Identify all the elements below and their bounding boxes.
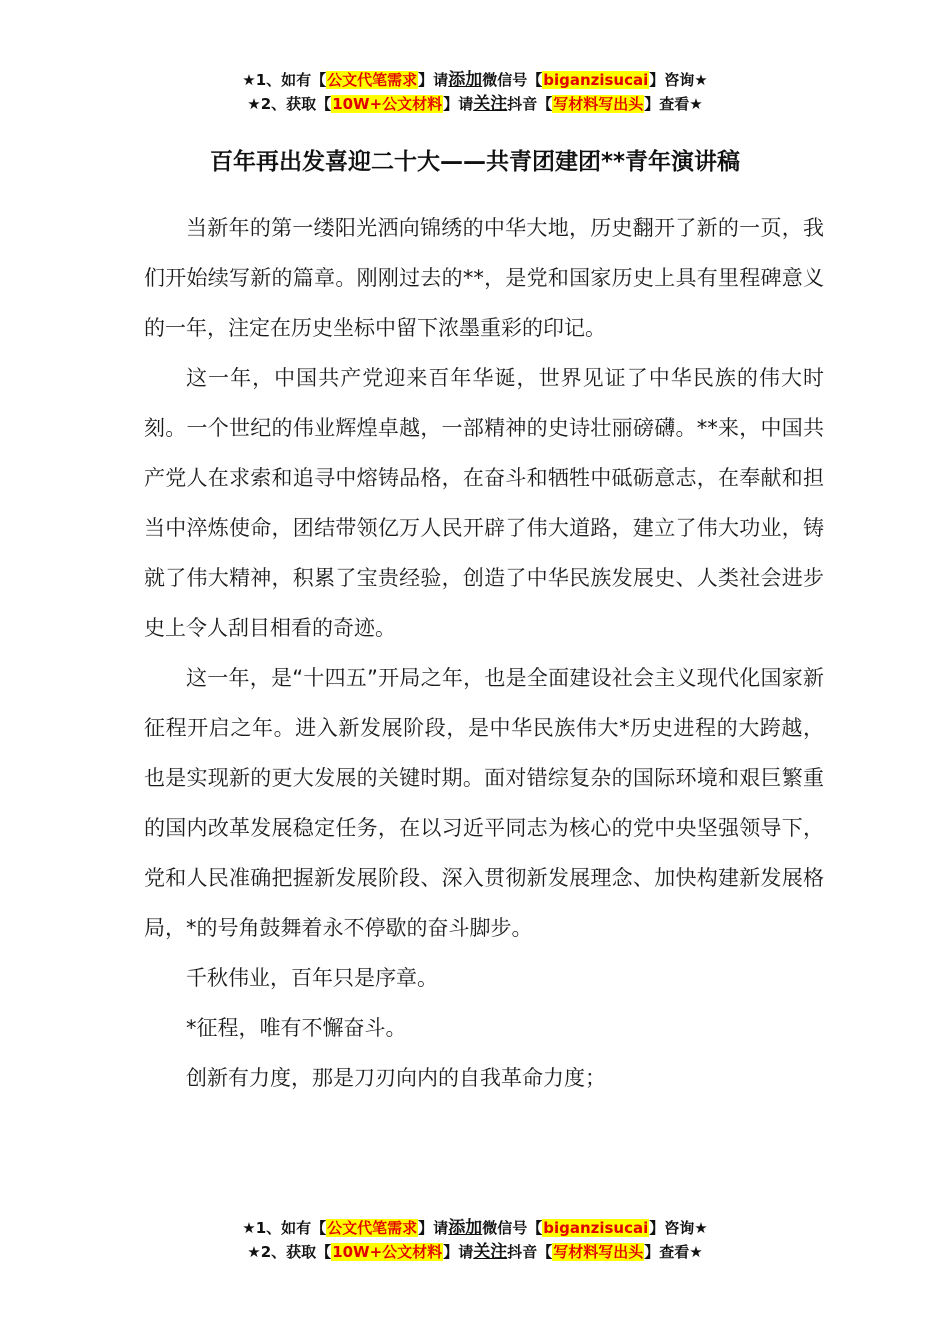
banner-wechat-id: biganzisucai xyxy=(543,71,649,89)
paragraph: 创新有力度，那是刀刃向内的自我革命力度； xyxy=(186,1066,606,1090)
banner-line-1: ★1、如有【公文代笔需求】请添加微信号【biganzisucai】咨询★ xyxy=(242,70,708,90)
banner-emphasis: 关注 xyxy=(473,94,508,114)
paragraph: 千秋伟业，百年只是序章。 xyxy=(186,966,438,990)
paragraph: 这一年，是“十四五”开局之年，也是全面建设社会主义现代化国家新征程开启之年。进入新发展阶段，是中华民族伟大*历史进程的大跨越，也是实现新的更大发展的关键时期。面对错综复杂的国际环境和艰巨繁重的国内改革发展稳定任务，在以习近平同志为核心的党中央坚强领导下，党和人民准确把握新发展阶段、深入贯彻新发展理念、加快构建新发展格局，*的号角鼓舞着永不停歇的奋斗脚步。 xyxy=(144,666,824,940)
banner-line-2: ★2、获取【10W+公文材料】请关注抖音【写材料写出头】查看★ xyxy=(247,94,703,114)
banner-wechat-id: biganzisucai xyxy=(543,1219,649,1237)
banner-douyin-id: 写材料写出头 xyxy=(553,95,644,113)
banner-highlight: 10W+公文材料 xyxy=(332,95,443,113)
banner-highlight: 公文代笔需求 xyxy=(327,1219,418,1237)
header-banner xyxy=(0,68,950,116)
banner-highlight: 公文代笔需求 xyxy=(327,71,418,89)
banner-douyin-id: 写材料写出头 xyxy=(553,1243,644,1261)
banner-highlight: 10W+公文材料 xyxy=(332,1243,443,1261)
banner-line-1: ★1、如有【公文代笔需求】请添加微信号【biganzisucai】咨询★ xyxy=(242,1218,708,1238)
paragraph: 这一年，中国共产党迎来百年华诞，世界见证了中华民族的伟大时刻。一个世纪的伟业辉煌卓越，一部精神的史诗壮丽磅礴。**来，中国共产党人在求索和追寻中熔铸品格，在奋斗和牺牲中砥砺意志，在奉献和担当中淬炼使命，团结带领亿万人民开辟了伟大道路，建立了伟大功业，铸就了伟大精神，积累了宝贵经验，创造了中华民族发展史、人类社会进步史上令人刮目相看的奇迹。 xyxy=(144,366,824,640)
document-body xyxy=(144,203,824,1103)
banner-emphasis: 关注 xyxy=(473,1242,508,1262)
document-title: 百年再出发喜迎二十大——共青团建团**青年演讲稿 xyxy=(209,149,741,175)
banner-emphasis: 添加 xyxy=(448,1218,483,1238)
banner-emphasis: 添加 xyxy=(448,70,483,90)
paragraph: *征程，唯有不懈奋斗。 xyxy=(186,1016,407,1040)
footer-banner xyxy=(0,1216,950,1264)
banner-line-2: ★2、获取【10W+公文材料】请关注抖音【写材料写出头】查看★ xyxy=(247,1242,703,1262)
paragraph: 当新年的第一缕阳光洒向锦绣的中华大地，历史翻开了新的一页，我们开始续写新的篇章。刚刚过去的**，是党和国家历史上具有里程碑意义的一年，注定在历史坐标中留下浓墨重彩的印记。 xyxy=(144,216,824,340)
